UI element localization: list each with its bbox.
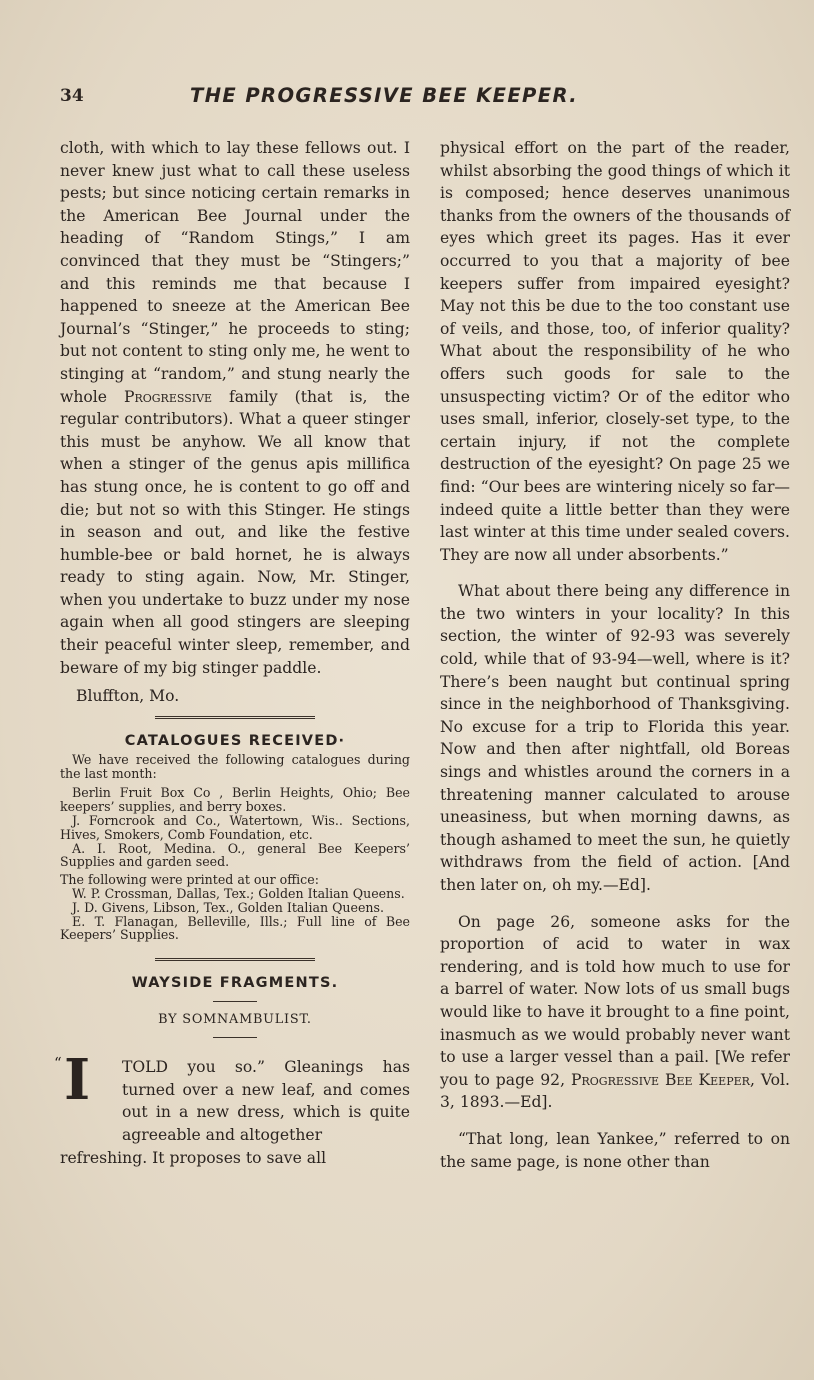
printed-item: E. T. Flanagan, Belleville, Ills.; Full line of Bee Keepers’ Supplies. (60, 913, 410, 943)
printed-item: J. D. Givens, Libson, Tex., Golden Italian Queens. (72, 899, 385, 915)
signoff: Bluffton, Mo. (76, 687, 180, 706)
short-divider (213, 1037, 257, 1038)
small-caps-text: Progressive (123, 387, 213, 406)
page-number: 34 (60, 86, 84, 106)
byline: BY SOMNAMBULIST. (158, 1012, 312, 1028)
section-divider (155, 716, 315, 721)
page-header (60, 86, 760, 116)
small-caps-text: Progressive Bee Keeper (571, 1070, 750, 1089)
short-divider (213, 1001, 257, 1002)
catalogues-heading: CATALOGUES RECEIVED· (124, 732, 346, 749)
acid-paragraph (440, 911, 790, 1114)
wayside-heading: WAYSIDE FRAGMENTS. (131, 975, 339, 992)
catalogues-intro: We have received the following catalogues during the last month: (60, 751, 410, 781)
right-column (440, 137, 790, 1173)
wayside-opening (54, 1047, 410, 1146)
left-column (54, 137, 410, 1169)
drop-cap: I (64, 1047, 91, 1114)
eyesight-paragraph: physical effort on the part of the reader, whilst absorbing the good things of which it is composed; hence deserves unanimous thanks from the owners of the thousands of eyes which greet its pages. Has it ever occurred to you that a majority of bee keepers suffer from impaired eyesight? May not this be due to the too constant use of veils, and those, too, of inferior quality? What about the responsibility of he who offers such goods for sale to the unsuspecting victim? Or of the editor who uses small, inferior, closely-set type, to the certain injury, if not the complete destruction of the eyesight? On page 25 we find: “Our bees are wintering nicely so far—indeed quite a little better than they were last winter at this time under sealed covers. They are now all under absorbents.” (440, 139, 790, 564)
paragraph-text: , Vol. 3, 1893.—Ed]. (440, 1070, 791, 1112)
stinger-paragraph (60, 137, 410, 679)
paragraph-text: On page 26, someone asks for the proportion of acid to water in wax rendering, and is told how much to use for a barrel of water. Now lots of us small bugs would like to have it brought to a fine point, inasmuch as we would probably never want to use a larger vessel than a pail. [We refer you to page 92, (440, 912, 790, 1089)
catalogue-item: J. Forncrook and Co., Watertown, Wis.. Sections, Hives, Smokers, Comb Foundation, etc. (60, 813, 410, 842)
section-divider (155, 958, 315, 963)
paragraph-text: cloth, with which to lay these fellows out. I never knew just what to call these useless pests; but since noticing certain remarks in the American Bee Journal under the heading of “Random Stings,” I am convinced that they must be “Stingers;” and this reminds me that because I happened to sneeze at the American Bee Journal’s “Stinger,” he proceeds to sting; but not content to sting only me, he went to stinging at “random,” and stung nearly the whole (60, 139, 410, 406)
paragraph-text: family (that is, the regular contributors). What a queer stinger this must be anyhow. We all know that when a stinger of the genus apis millifica has stung once, he is content to go off and die; but not so with this Stinger. He stings in season and out, and like the festive humble-bee or bald hornet, he is always ready to sting again. Now, Mr. Stinger, when you undertake to buzz under my nose again when all good stingers are sleeping their peaceful winter sleep, remember, and beware of my big stinger paddle. (60, 387, 410, 677)
printed-intro: The following were printed at our office: (60, 872, 319, 888)
catalogue-item: A. I. Root, Medina. O., general Bee Keepers’ Supplies and garden seed. (60, 840, 410, 870)
winter-paragraph: What about there being any difference in the two winters in your locality? In this section, the winter of 92-93 was severely cold, while that of 93-94—well, where is it? There’s been naught but continual spring since in the neighborhood of Thanksgiving. No excuse for a trip to Florida this year. Now and then after nightfall, old Boreas sings and whistles around the corners in a threatening manner calculated to arouse uneasiness, but when morning dawns, as though ashamed to meet the sun, he quietly withdraws from the field of action. [And then later on, oh my.—Ed]. (440, 582, 790, 894)
opening-tail: refreshing. It proposes to save all (60, 1148, 327, 1167)
opening-text: TOLD you so.” Gleanings has turned over a new leaf, and comes out in a new dress, which is quite agreeable and altogether (122, 1058, 410, 1144)
opening-quote: “ (54, 1054, 62, 1073)
printed-item: W. P. Crossman, Dallas, Tex.; Golden Italian Queens. (72, 886, 405, 902)
yankee-paragraph: “That long, lean Yankee,” referred to on the same page, is none other than (440, 1129, 790, 1171)
catalogue-item: Berlin Fruit Box Co , Berlin Heights, Ohio; Bee keepers’ supplies, and berry boxes. (60, 785, 410, 815)
running-title: THE PROGRESSIVE BEE KEEPER. (190, 84, 579, 107)
